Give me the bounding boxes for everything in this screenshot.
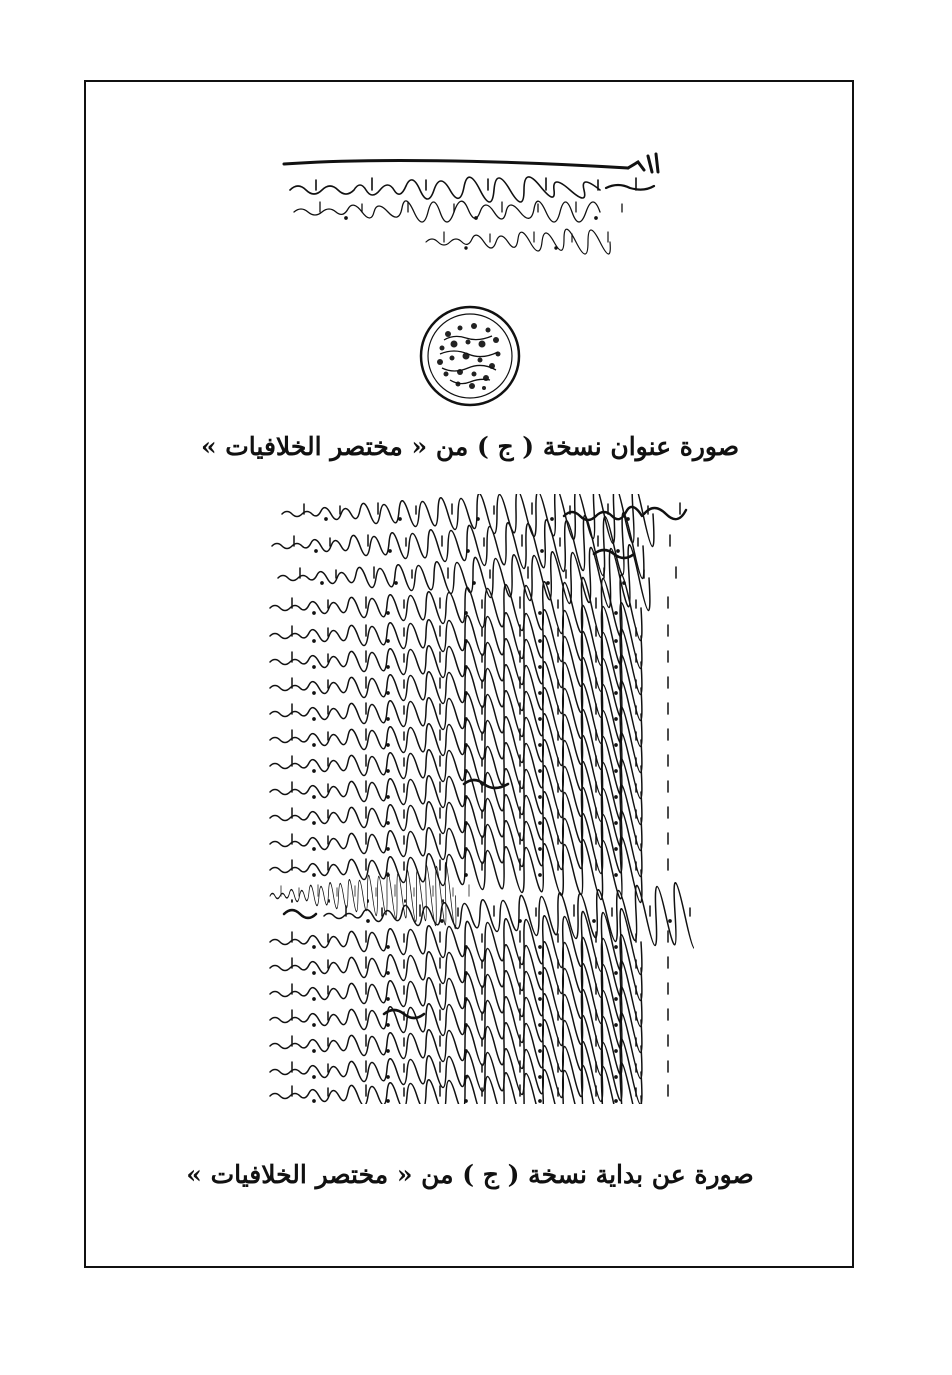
title-page-caption: صورة عنوان نسخة ( ج ) من « مختصر الخلافيات » — [200, 432, 740, 461]
first-page-caption: صورة عن بداية نسخة ( ج ) من « مختصر الخلافيات » — [186, 1160, 754, 1189]
seal-image — [418, 304, 522, 408]
manuscript-first-page-image — [264, 494, 694, 1104]
manuscript-title-image — [276, 150, 670, 270]
